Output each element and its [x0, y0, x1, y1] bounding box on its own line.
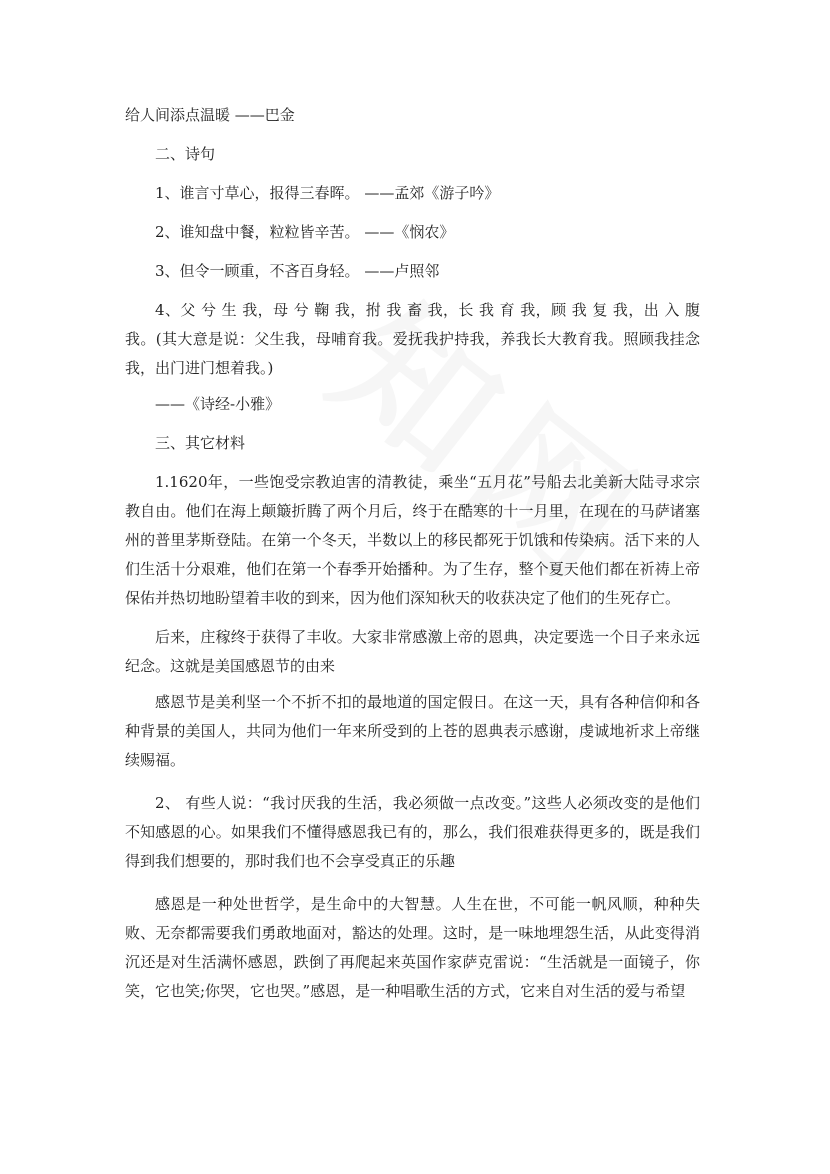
paragraph-holiday: 感恩节是美利坚一个不折不扣的最地道的国定假日。在这一天，具有各种信仰和各种背景的美国人，共同为他们一年来所受到的上苍的恩典表示感谢，虔诚地祈求上帝继续赐福。	[125, 693, 700, 769]
poem-line-1: 1、谁言寸草心，报得三春晖。 ——孟郊《游子吟》	[155, 184, 500, 202]
section-heading-poems: 二、诗句	[155, 145, 216, 163]
document-body	[125, 101, 700, 1006]
poem-line-2: 2、谁知盘中餐，粒粒皆辛苦。 ——《悯农》	[155, 223, 455, 241]
poem-line-3: 3、但令一顾重，不吝百身轻。 ——卢照邻	[155, 262, 440, 280]
poem-line-4: 4、父 兮 生 我，母 兮 鞠 我，拊 我 畜 我，长 我 育 我，顾 我 复 我，出 入 腹 我。(其大意是说：父生我，母哺育我。爱抚我护持我，养我长大教育我。照顾我挂念我，出门进门想着我。)	[125, 301, 700, 377]
paragraph-gratitude-heart: 2、 有些人说：“我讨厌我的生活，我必须做一点改变。”这些人必须改变的是他们不知感恩的心。如果我们不懂得感恩我已有的，那么，我们很难获得更多的，既是我们得到我们想要的，那时我们也不会享受真正的乐趣	[125, 794, 700, 870]
paragraph-thanksgiving-history: 1.1620年，一些饱受宗教迫害的清教徒，乘坐“五月花”号船去北美新大陆寻求宗教自由。他们在海上颠簸折腾了两个月后，终于在酷寒的十一月里，在现在的马萨诸塞州的普里茅斯登陆。在第一个冬天，半数以上的移民都死于饥饿和传染病。活下来的人们生活十分艰难，他们在第一个春季开始播种。为了生存，整个夏天他们都在祈祷上帝保佑并热切地盼望着丰收的到来，因为他们深知秋天的收获决定了他们的生死存亡。	[125, 473, 700, 607]
paragraph-gratitude-philosophy: 感恩是一种处世哲学，是生命中的大智慧。人生在世，不可能一帆风顺，种种失败、无奈都需要我们勇敢地面对，豁达的处理。这时，是一味地埋怨生活，从此变得消沉还是对生活满怀感恩，跌倒了再爬起来英国作家萨克雷说：“生活就是一面镜子，你笑，它也笑;你哭，它也哭。”感恩，是一种唱歌生活的方式，它来自对生活的爱与希望	[125, 895, 700, 1000]
paragraph-quote-bajin: 给人间添点温暖 ——巴金	[125, 106, 295, 124]
section-heading-other-materials: 三、其它材料	[155, 434, 246, 452]
poem-source-shijing: ——《诗经-小雅》	[155, 395, 281, 413]
paragraph-harvest: 后来，庄稼终于获得了丰收。大家非常感激上帝的恩典，决定要选一个日子来永远纪念。这就是美国感恩节的由来	[125, 628, 700, 675]
